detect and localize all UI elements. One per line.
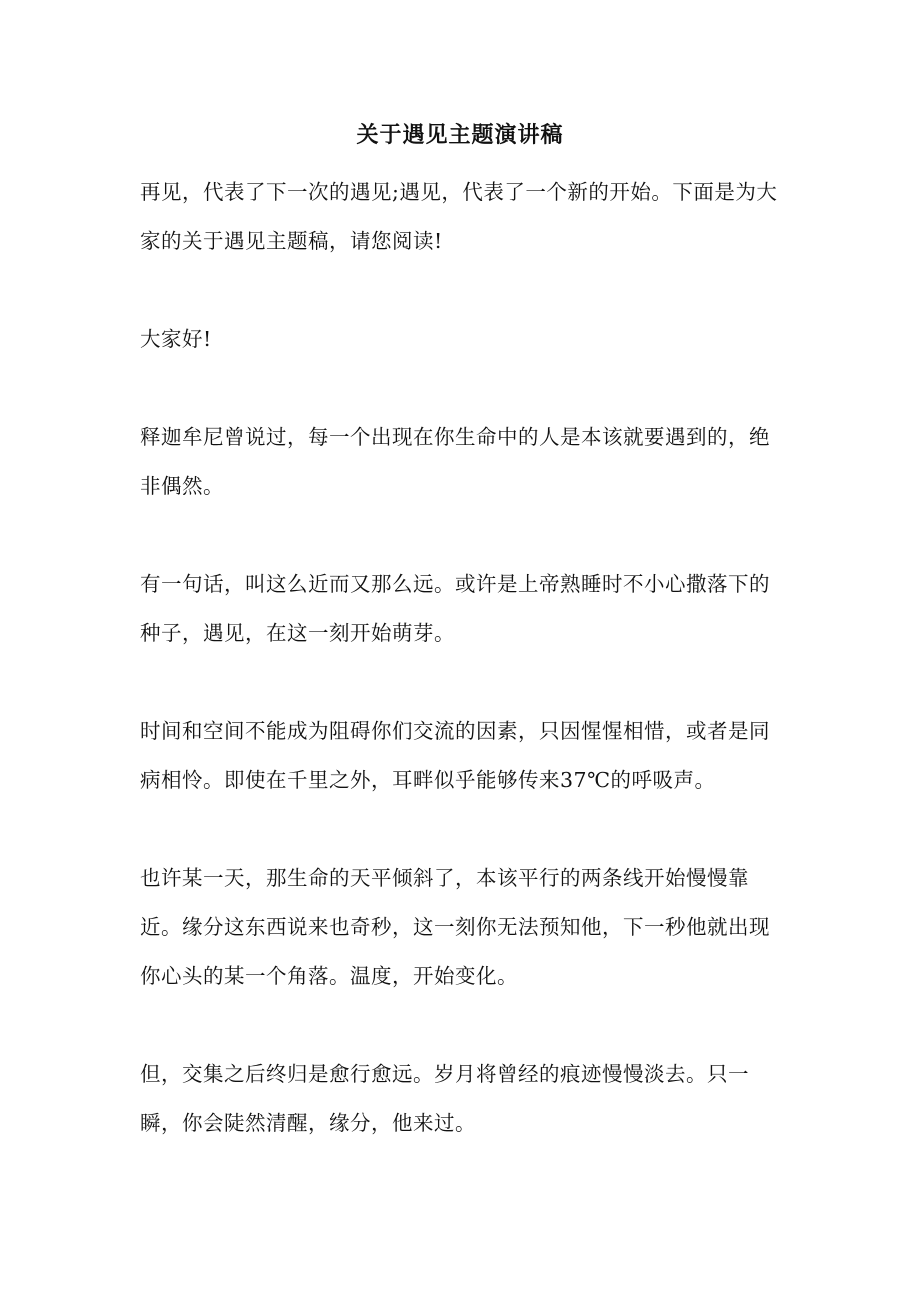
paragraph-farewell: 但，交集之后终归是愈行愈远。岁月将曾经的痕迹慢慢淡去。只一瞬，你会陡然清醒，缘分，他来过。 <box>140 1062 749 1135</box>
document-body <box>140 168 785 1148</box>
paragraph-intro: 再见，代表了下一次的遇见;遇见，代表了一个新的开始。下面是为大家的关于遇见主题稿，请您阅读! <box>140 180 778 253</box>
paragraph-buddha-quote: 释迦牟尼曾说过，每一个出现在你生命中的人是本该就要遇到的，绝非偶然。 <box>140 425 770 498</box>
paragraph-time-space: 时间和空间不能成为阻碍你们交流的因素，只因惺惺相惜，或者是同病相怜。即使在千里之外，耳畔似乎能够传来37℃的呼吸声。 <box>140 719 770 792</box>
paragraph-greeting: 大家好! <box>140 327 212 351</box>
document-title: 关于遇见主题演讲稿 <box>356 122 564 148</box>
paragraph-balance: 也许某一天，那生命的天平倾斜了，本该平行的两条线开始慢慢靠近。缘分这东西说来也奇秒，这一刻你无法预知他，下一秒他就出现你心头的某一个角落。温度，开始变化。 <box>140 866 770 988</box>
paragraph-seed: 有一句话，叫这么近而又那么远。或许是上帝熟睡时不小心撒落下的种子，遇见，在这一刻开始萌芽。 <box>140 572 770 645</box>
